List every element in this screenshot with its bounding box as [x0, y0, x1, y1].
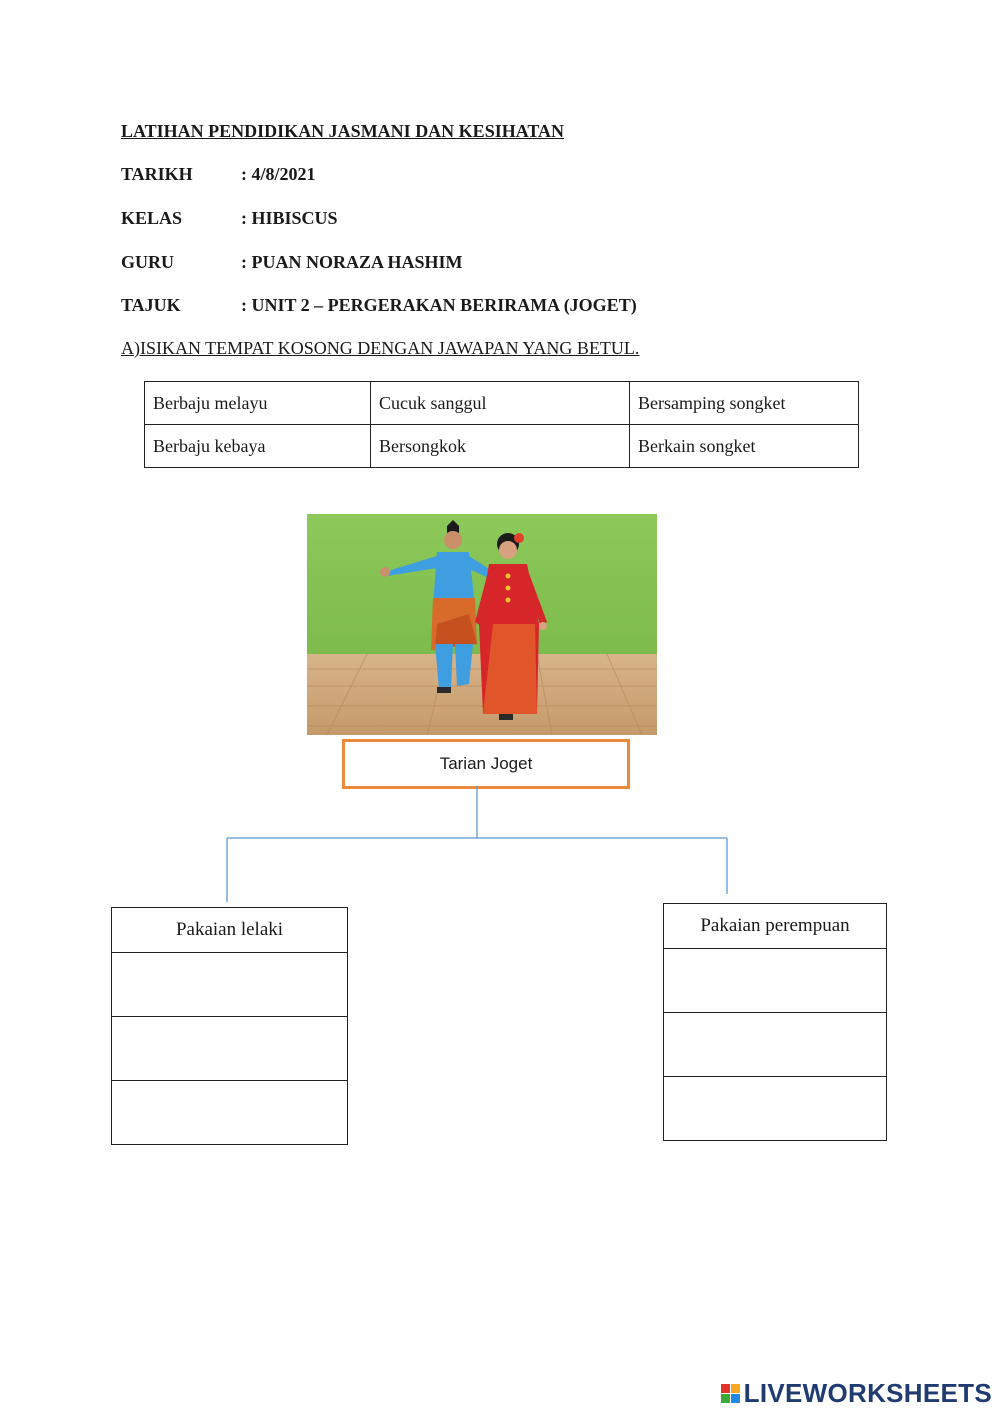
instruction: A)ISIKAN TEMPAT KOSONG DENGAN JAWAPAN YANG BETUL. [121, 338, 640, 358]
logo-mark-icon [721, 1384, 740, 1403]
word-cell: Cucuk sanggul [371, 382, 630, 425]
meta-label: TAJUK [121, 295, 181, 315]
word-cell: Berbaju melayu [145, 382, 371, 425]
table-row [145, 382, 859, 425]
word-bank-table [144, 381, 859, 468]
answer-slot[interactable] [664, 949, 886, 1013]
logo-square [731, 1384, 740, 1393]
male-clothing-box [111, 907, 348, 1145]
topic-label: Tarian Joget [439, 754, 533, 773]
logo-square [721, 1394, 730, 1403]
meta-label: GURU [121, 252, 174, 272]
logo-square [721, 1384, 730, 1393]
meta-teacher [121, 252, 463, 273]
liveworksheets-logo[interactable] [721, 1378, 992, 1409]
answer-slot[interactable] [112, 953, 347, 1017]
word-cell: Bersamping songket [630, 382, 859, 425]
answer-slot[interactable] [664, 1077, 886, 1140]
logo-square [731, 1394, 740, 1403]
worksheet-title: LATIHAN PENDIDIKAN JASMANI DAN KESIHATAN [121, 121, 565, 141]
meta-value: : 4/8/2021 [241, 164, 316, 184]
female-clothing-header: Pakaian perempuan [664, 904, 886, 949]
meta-value: : HIBISCUS [241, 208, 338, 228]
brand-name: LIVEWORKSHEETS [743, 1378, 992, 1408]
female-clothing-box [663, 903, 887, 1141]
meta-label: TARIKH [121, 164, 193, 184]
word-cell: Berbaju kebaya [145, 425, 371, 468]
word-cell: Berkain songket [630, 425, 859, 468]
meta-value: : PUAN NORAZA HASHIM [241, 252, 463, 272]
answer-slot[interactable] [112, 1017, 347, 1081]
joget-dancers-photo [307, 514, 657, 735]
answer-slot[interactable] [112, 1081, 347, 1144]
table-row [145, 425, 859, 468]
meta-topic [121, 295, 637, 316]
male-clothing-header: Pakaian lelaki [112, 908, 347, 953]
meta-date [121, 164, 316, 185]
meta-class [121, 208, 338, 229]
answer-slot[interactable] [664, 1013, 886, 1077]
meta-label: KELAS [121, 208, 183, 228]
meta-value: : UNIT 2 – PERGERAKAN BERIRAMA (JOGET) [241, 295, 637, 315]
word-cell: Bersongkok [371, 425, 630, 468]
topic-box [342, 739, 630, 789]
